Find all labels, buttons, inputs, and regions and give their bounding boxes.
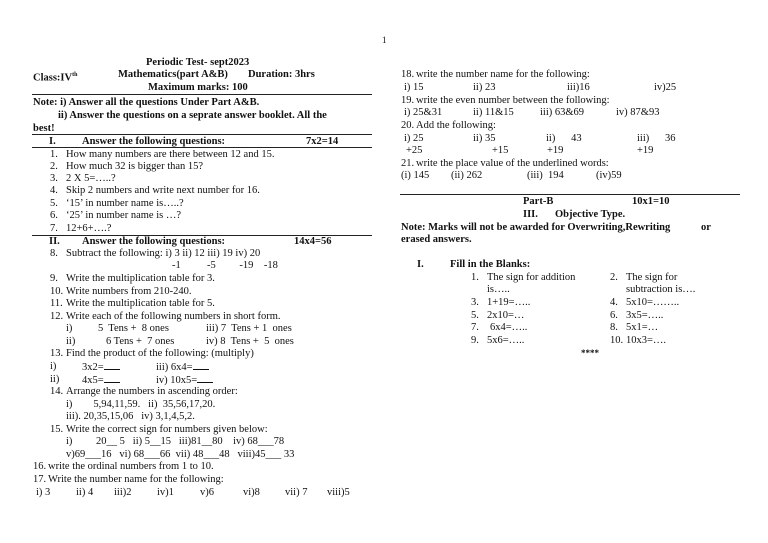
question-number: 3. — [50, 173, 58, 184]
question-number: 17. — [33, 474, 47, 485]
sub-item: iii) 6x4= — [156, 361, 209, 374]
duration-label: Duration: 3hrs — [248, 69, 315, 80]
item-number: 3. — [471, 297, 479, 308]
list-item: ii) 35 — [473, 133, 496, 144]
note-line-2: ii) Answer the questions on a seprate answer booklet. All the — [58, 110, 327, 121]
question-text: Write the multiplication table for 5. — [66, 298, 215, 309]
max-marks: Maximum marks: 100 — [148, 82, 248, 93]
item-number: 7. — [471, 322, 479, 333]
list-item: (ii) 262 — [451, 170, 483, 181]
item-number: 6. — [610, 310, 618, 321]
item-number: 5. — [471, 310, 479, 321]
sub-item: v)69___16 vi) 68___66 vii) 48___48 viii)45___ 33 — [66, 449, 295, 460]
list-item: +15 — [492, 145, 509, 156]
item-text: subtraction is…. — [626, 284, 696, 295]
question-number: 16. — [33, 461, 47, 472]
question-text: ‘15’ in number name is…..? — [66, 198, 184, 209]
list-item: i) 3 — [36, 487, 51, 498]
question-text: 2 X 5=…..? — [66, 173, 116, 184]
list-item: iv)25 — [654, 82, 677, 93]
list-item: +19 — [637, 145, 654, 156]
question-subtext: -1 -5 -19 -18 — [172, 260, 278, 271]
item-number: 2. — [610, 272, 618, 283]
list-item: i) 25 — [404, 133, 424, 144]
question-text: Write the correct sign for numbers given below: — [66, 424, 268, 435]
question-number: 12. — [50, 311, 64, 322]
item-text: 2x10=… — [487, 310, 525, 321]
question-number: 9. — [50, 273, 58, 284]
question-text: Add the following: — [416, 120, 496, 131]
item-text: 5x1=… — [626, 322, 659, 333]
list-item: i) 25&31 — [404, 107, 443, 118]
divider — [32, 147, 372, 148]
test-title: Periodic Test- sept2023 — [146, 57, 250, 68]
question-number: 6. — [50, 210, 58, 221]
part-b-marks: 10x1=10 — [632, 196, 670, 207]
question-text: Write numbers from 210-240. — [66, 286, 192, 297]
question-number: 13. — [50, 348, 64, 359]
question-number: 18. — [401, 69, 415, 80]
section-marks: 7x2=14 — [306, 136, 339, 147]
item-number: 1. — [471, 272, 479, 283]
item-text: The sign for — [626, 272, 678, 283]
question-text: Find the product of the following: (multiply) — [66, 348, 254, 359]
list-item: iii) 36 — [637, 133, 676, 144]
list-item: vii) 7 — [285, 487, 308, 498]
question-text: Arrange the numbers in ascending order: — [66, 386, 238, 397]
question-number: 1. — [50, 149, 58, 160]
item-number: 9. — [471, 335, 479, 346]
question-number: 4. — [50, 185, 58, 196]
list-item: iii)16 — [567, 82, 590, 93]
sub-item: iii). 20,35,15,06 iv) 3,1,4,5,2. — [66, 411, 195, 422]
list-item: ii) 11&15 — [473, 107, 514, 118]
question-text: How much 32 is bigger than 15? — [66, 161, 204, 172]
list-item: iii)2 — [114, 487, 132, 498]
section-number: III. — [523, 209, 538, 220]
list-item: iv) 87&93 — [616, 107, 660, 118]
question-number: 2. — [50, 161, 58, 172]
item-text: 6x4=….. — [490, 322, 528, 333]
subject-label: Mathematics(part A&B) — [118, 69, 228, 80]
note-b-or: or — [701, 222, 711, 233]
sub-item: iv) 8 Tens + 5 ones — [206, 336, 294, 347]
note-b-line-2: erased answers. — [401, 234, 472, 245]
question-text: Skip 2 numbers and write next number for 16. — [66, 185, 260, 196]
question-number: 8. — [50, 248, 58, 259]
list-item: +25 — [406, 145, 423, 156]
sub-item: 4x5= — [82, 374, 120, 387]
list-item: +19 — [547, 145, 564, 156]
list-item: ii) 4 — [76, 487, 94, 498]
section-number: I. — [49, 136, 56, 147]
note-line-1: Note: i) Answer all the questions Under Part A&B. — [33, 97, 260, 108]
section-title: Answer the following questions: — [82, 136, 226, 147]
divider — [32, 94, 372, 95]
question-number: 11. — [50, 298, 63, 309]
section-title: Objective Type. — [555, 209, 626, 220]
question-text: Subtract the following: i) 3 ii) 12 iii) 19 iv) 20 — [66, 248, 261, 259]
section-number: II. — [49, 236, 60, 247]
sub-item: iv) 10x5= — [156, 374, 213, 387]
end-marker: **** — [581, 348, 599, 358]
list-item: ii) 43 — [546, 133, 582, 144]
note-line-2-cont: best! — [33, 123, 55, 134]
list-item: ii) 23 — [473, 82, 496, 93]
question-number: 20. — [401, 120, 415, 131]
list-item: vi)8 — [243, 487, 260, 498]
divider — [32, 134, 372, 135]
item-text: is….. — [487, 284, 510, 295]
item-text: The sign for addition — [487, 272, 576, 283]
question-text: write the place value of the underlined words: — [416, 158, 609, 169]
section-title: Fill in the Blanks: — [450, 259, 531, 270]
list-item: (iv)59 — [596, 170, 622, 181]
question-text: ‘25’ in number name is …? — [66, 210, 181, 221]
note-b-line-1: Note: Marks will not be awarded for Overwriting,Rewriting — [401, 222, 671, 233]
question-text: 12+6+….? — [66, 223, 112, 234]
list-item: (i) 145 — [401, 170, 430, 181]
question-text: write the even number between the following: — [416, 95, 610, 106]
question-text: write the ordinal numbers from 1 to 10. — [48, 461, 214, 472]
part-b-title: Part-B — [523, 196, 554, 207]
sub-item-label: ii) — [66, 336, 76, 347]
sub-item: 6 Tens + 7 ones — [106, 336, 175, 347]
list-item: iii) 63&69 — [540, 107, 585, 118]
question-number: 21. — [401, 158, 415, 169]
section-marks: 14x4=56 — [294, 236, 332, 247]
question-number: 5. — [50, 198, 58, 209]
class-label: Class:IVth — [33, 72, 78, 84]
question-number: 10. — [50, 286, 64, 297]
question-text: write the number name for the following: — [416, 69, 590, 80]
question-text: How many numbers are there between 12 and 15. — [66, 149, 275, 160]
sub-item: 3x2= — [82, 361, 120, 374]
item-text: 10x3=…. — [626, 335, 667, 346]
divider — [400, 194, 740, 195]
list-item: v)6 — [200, 487, 214, 498]
item-number: 10. — [610, 335, 624, 346]
item-text: 5x10=…….. — [626, 297, 680, 308]
question-text: Write each of the following numbers in short form. — [66, 311, 281, 322]
sub-item-label: i) — [50, 361, 57, 372]
item-number: 8. — [610, 322, 618, 333]
section-number: I. — [417, 259, 424, 270]
item-number: 4. — [610, 297, 618, 308]
question-text: Write the multiplication table for 3. — [66, 273, 215, 284]
list-item: iv)1 — [157, 487, 174, 498]
question-text: Write the number name for the following: — [48, 474, 224, 485]
sub-item: iii) 7 Tens + 1 ones — [206, 323, 292, 334]
item-text: 1+19=….. — [487, 297, 531, 308]
sub-item: i) 5,94,11,59. ii) 35,56,17,20. — [66, 399, 216, 410]
sub-item-label: ii) — [50, 374, 60, 385]
section-title: Answer the following questions: — [82, 236, 226, 247]
question-number: 14. — [50, 386, 64, 397]
question-number: 7. — [50, 223, 58, 234]
sub-item-label: i) — [66, 323, 73, 334]
item-text: 3x5=….. — [626, 310, 664, 321]
list-item: (iii) 194 — [527, 170, 564, 181]
question-number: 19. — [401, 95, 415, 106]
item-text: 5x6=….. — [487, 335, 525, 346]
sub-item: 5 Tens + 8 ones — [98, 323, 169, 334]
list-item: i) 15 — [404, 82, 424, 93]
page-number: 1 — [382, 35, 387, 45]
list-item: viii)5 — [327, 487, 350, 498]
sub-item: i) 20__ 5 ii) 5__15 iii)81__80 iv) 68___78 — [66, 436, 285, 447]
question-number: 15. — [50, 424, 64, 435]
